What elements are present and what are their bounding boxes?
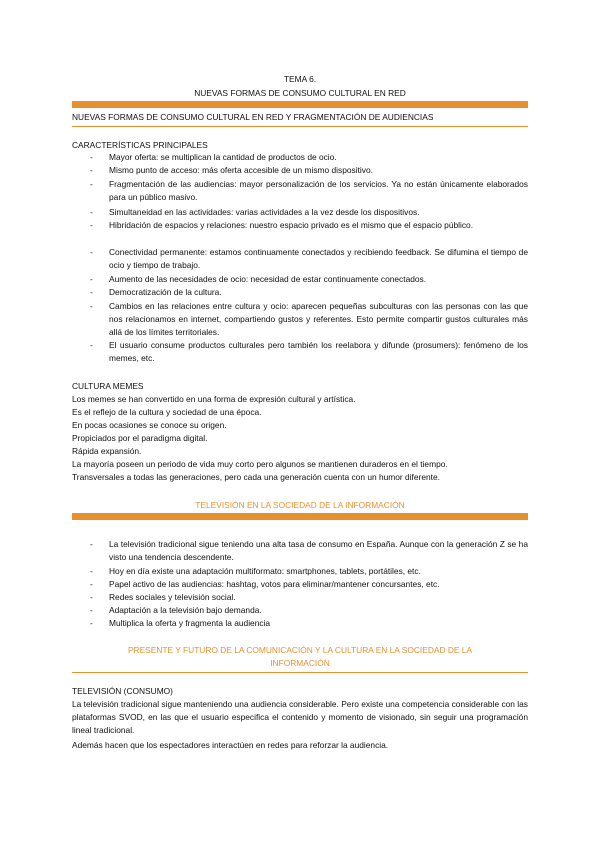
list-item: El usuario consume productos culturales pero también los reelabora y difunde (prosumers): fenómeno de los memes, etc. xyxy=(109,340,528,364)
section-heading-consumo: NUEVAS FORMAS DE CONSUMO CULTURAL EN RED Y FRAGMENTACIÓN DE AUDIENCIAS xyxy=(72,112,434,122)
paragraph-last-line: Además hacen que los espectadores interactúen en redes para reforzar la audiencia. xyxy=(72,740,389,750)
bullet-dash: - xyxy=(90,605,93,615)
memes-line: Transversales a todas las generaciones, pero cada una generación cuenta con un humor diferente. xyxy=(72,472,440,482)
bullet-dash: - xyxy=(90,152,93,162)
list-item: Mismo punto de acceso: más oferta accesible de un mismo dispositivo. xyxy=(109,165,373,175)
bullet-dash: - xyxy=(90,274,93,284)
list-item: Democratización de la cultura. xyxy=(109,287,222,297)
memes-line: Los memes se han convertido en una forma de expresión cultural y artística. xyxy=(72,394,356,404)
subheading-television-consumo: TELEVISIÓN (CONSUMO) xyxy=(72,686,173,696)
list-item: Aumento de las necesidades de ocio: necesidad de estar continuamente conectados. xyxy=(109,274,427,284)
paragraph-television: La televisión tradicional sigue manteniendo una audiencia considerable. Pero existe una competencia considerable con las plataformas SVOD, en las que el usuario especifica el contenido y momento de visionado, sin seguir una programación lineal tradicional. xyxy=(72,699,528,736)
bullet-dash: - xyxy=(90,220,93,230)
memes-line: Rápida expansión. xyxy=(72,446,142,456)
bullet-dash: - xyxy=(90,539,93,549)
bullet-dash: - xyxy=(90,592,93,602)
list-item: La televisión tradicional sigue teniendo una alta tasa de consumo en España. Aunque con la generación Z se ha visto una tendencia descendente. xyxy=(109,539,528,563)
subheading-memes: CULTURA MEMES xyxy=(72,381,144,391)
bullet-dash: - xyxy=(90,301,93,311)
bullet-dash: - xyxy=(90,165,93,175)
list-item: Papel activo de las audiencias: hashtag, votos para eliminar/mantener concursantes, etc. xyxy=(109,579,440,589)
list-item: Conectividad permanente: estamos continuamente conectados y recibiendo feedback. Se difumina el tiempo de ocio y tiempo de trabajo. xyxy=(109,247,528,271)
bullet-dash: - xyxy=(90,287,93,297)
list-item: Simultaneidad en las actividades: varias actividades a la vez desde los dispositivos. xyxy=(109,207,420,217)
list-item: Adaptación a la televisión bajo demanda. xyxy=(109,605,262,615)
list-item: Redes sociales y televisión social. xyxy=(109,592,236,602)
bullet-dash: - xyxy=(90,618,93,628)
subheading-caracteristicas: CARACTERÍSTICAS PRINCIPALES xyxy=(72,140,208,150)
list-item: Mayor oferta: se multiplican la cantidad de productos de ocio. xyxy=(109,152,337,162)
bullet-dash: - xyxy=(90,566,93,576)
bullet-dash: - xyxy=(90,179,93,189)
bullet-dash: - xyxy=(90,207,93,217)
section-heading-futuro-cont: INFORMACIÓN xyxy=(270,658,330,668)
document-title: NUEVAS FORMAS DE CONSUMO CULTURAL EN RED xyxy=(194,88,406,98)
section-heading-futuro: PRESENTE Y FUTURO DE LA COMUNICACIÓN Y LA CULTURA EN LA SOCIEDAD DE LA xyxy=(127,645,473,655)
memes-line: En pocas ocasiones se conoce su origen. xyxy=(72,420,227,430)
list-item: Fragmentación de las audiencias: mayor personalización de los servicios. Ya no están únicamente elaborados para un público masivo. xyxy=(109,179,528,203)
list-item: Cambios en las relaciones entre cultura y ocio: aparecen pequeñas subculturas con las personas con las que nos relacionamos en internet, compartiendo gustos y referentes. Esto permite compartir gustos culturales más allá de los límites territoriales. xyxy=(109,301,528,338)
bullet-dash: - xyxy=(90,247,93,257)
section-divider xyxy=(72,126,528,127)
list-item: Multiplica la oferta y fragmenta la audiencia xyxy=(109,618,271,628)
list-item: Hibridación de espacios y relaciones: nuestro espacio privado es el mismo que el espacio público. xyxy=(109,220,474,230)
bullet-dash: - xyxy=(90,340,93,350)
section-divider xyxy=(72,672,528,673)
tema-label: TEMA 6. xyxy=(283,74,317,84)
header-divider xyxy=(72,101,528,108)
list-item: Hoy en día existe una adaptación multiformato: smartphones, tablets, portátiles, etc. xyxy=(109,566,421,576)
memes-line: Es el reflejo de la cultura y sociedad de una época. xyxy=(72,407,262,417)
bullet-dash: - xyxy=(90,579,93,589)
section-divider xyxy=(72,513,528,520)
memes-line: Propiciados por el paradigma digital. xyxy=(72,433,208,443)
section-heading-television: TELEVISIÓN EN LA SOCIEDAD DE LA INFORMACIÓN xyxy=(195,500,405,510)
memes-line: La mayoría poseen un periodo de vida muy corto pero algunos se mantienen duraderos en el tiempo. xyxy=(72,459,448,469)
